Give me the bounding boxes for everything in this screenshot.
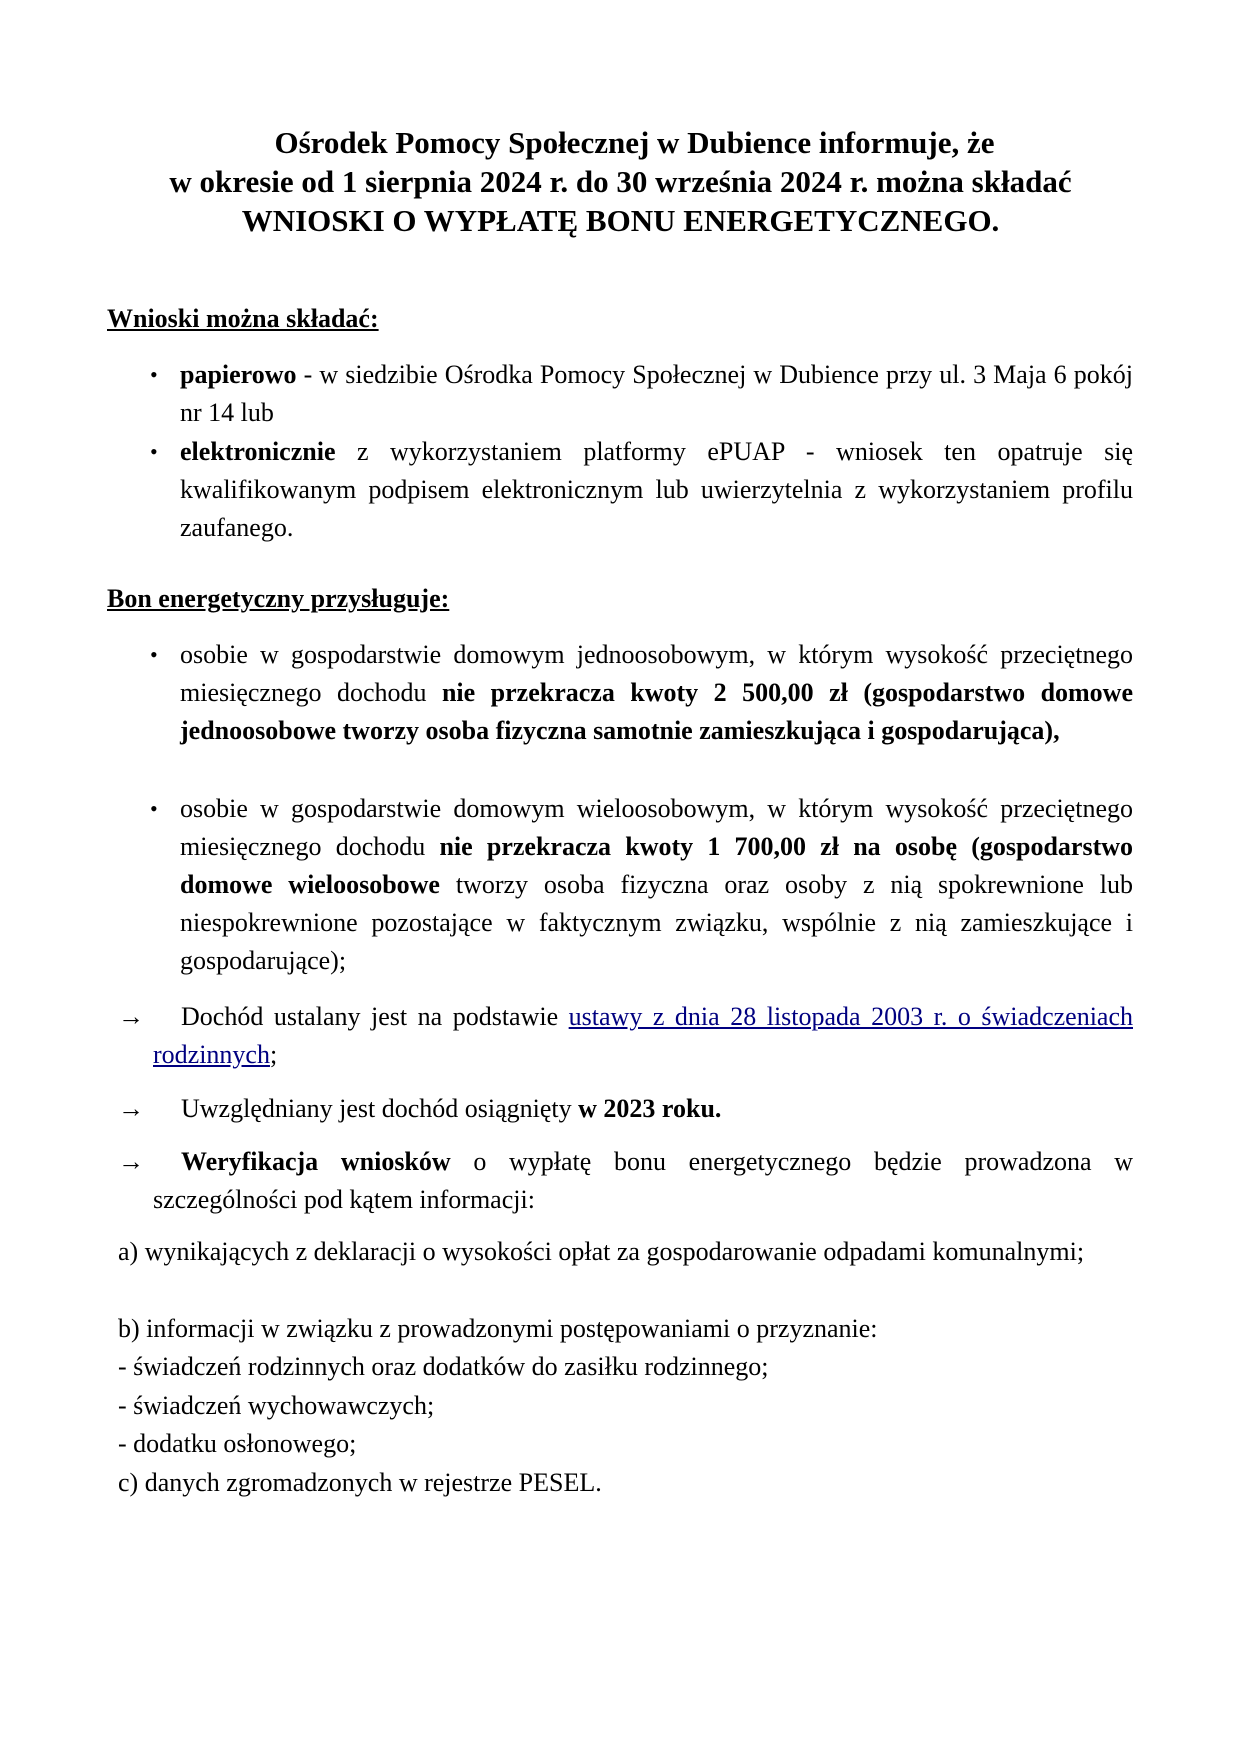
arrow-icon: →: [118, 1147, 144, 1176]
note-income-year: [181, 1090, 1133, 1128]
bullet-icon: •: [150, 642, 158, 667]
eligibility-heading: Bon energetyczny przysługuje:: [107, 584, 450, 613]
note-bold: Weryfikacja wniosków: [181, 1147, 451, 1176]
eligibility-text-rest: tworzy osoba fizyczna oraz osoby z nią spokrewnione lub niespokrewnione pozostające w faktycznym związku, wspólnie z nią zamieszkujące i gospodarujące);: [180, 870, 1134, 975]
header-line-3: WNIOSKI O WYPŁATĘ BONU ENERGETYCZNEGO.: [241, 203, 1000, 238]
law-link[interactable]: ustawy z dnia 28 listopada 2003 r. o świadczeniach rodzinnych: [153, 1002, 1133, 1069]
arrow-icon: →: [118, 1094, 144, 1123]
arrow-icon: →: [118, 1002, 144, 1031]
submit-item-text: - w siedzibie Ośrodka Pomocy Społecznej w Dubience przy ul. 3 Maja 6 pokój nr 14 lub: [180, 360, 1133, 427]
verification-item-c: c) danych zgromadzonych w rejestrze PESEL.: [118, 1468, 602, 1497]
verification-item-b2: - świadczeń wychowawczych;: [118, 1391, 435, 1420]
eligibility-bold: nie przekracza kwoty 2 500,00 zł (gospodarstwo domowe jednoosobowe tworzy osoba fizyczna samotnie zamieszkująca i gospodarująca),: [180, 678, 1134, 745]
submit-item-paper: [150, 356, 1133, 432]
eligibility-item-multi: [150, 790, 1134, 980]
note-text: Uwzględniany jest dochód osiągnięty: [181, 1094, 579, 1123]
submit-heading: Wnioski można składać:: [107, 304, 379, 333]
bullet-icon: •: [150, 439, 158, 464]
eligibility-text: osobie w gospodarstwie domowym jednoosobowym, w którym wysokość przeciętnego miesięcznego dochodu: [180, 640, 1133, 707]
eligibility-text: osobie w gospodarstwie domowym wieloosobowym, w którym wysokość przeciętnego miesięcznego dochodu: [180, 794, 1133, 861]
note-bold: w 2023 roku.: [578, 1094, 722, 1123]
note-text: Dochód ustalany jest na podstawie: [181, 1002, 569, 1031]
eligibility-bold: nie przekracza kwoty 1 700,00 zł na osobę (gospodarstwo domowe wieloosobowe: [180, 832, 1133, 899]
submit-item-bold: papierowo: [180, 360, 297, 389]
verification-item-b1: - świadczeń rodzinnych oraz dodatków do zasiłku rodzinnego;: [118, 1352, 769, 1381]
verification-item-a: a) wynikających z deklaracji o wysokości opłat za gospodarowanie odpadami komunalnymi;: [118, 1237, 1085, 1266]
bullet-icon: •: [150, 796, 158, 821]
note-verification: [153, 1143, 1133, 1219]
verification-item-b: b) informacji w związku z prowadzonymi postępowaniami o przyznanie:: [118, 1314, 878, 1343]
verification-item-b3: - dodatku osłonowego;: [118, 1429, 357, 1458]
submit-item-text: z wykorzystaniem platformy ePUAP - wniosek ten opatruje się kwalifikowanym podpisem elektronicznym lub uwierzytelnia z wykorzystaniem profilu zaufanego.: [180, 437, 1133, 542]
header-line-2: w okresie od 1 sierpnia 2024 r. do 30 września 2024 r. można składać: [169, 164, 1072, 199]
header-line-1: Ośrodek Pomocy Społecznej w Dubience informuje, że: [274, 125, 995, 160]
submit-item-electronic: [150, 433, 1133, 547]
note-text: o wypłatę bonu energetycznego będzie prowadzona w szczególności pod kątem informacji:: [153, 1147, 1133, 1214]
eligibility-item-single: [150, 636, 1134, 750]
bullet-icon: •: [150, 362, 158, 387]
note-income-basis: Dochód ustalany jest na podstawie ustawy z dnia 28 listopada 2003 r. o świadczeniach rodzinnych;: [153, 1002, 1133, 1069]
submit-item-bold: elektronicznie: [180, 437, 336, 466]
